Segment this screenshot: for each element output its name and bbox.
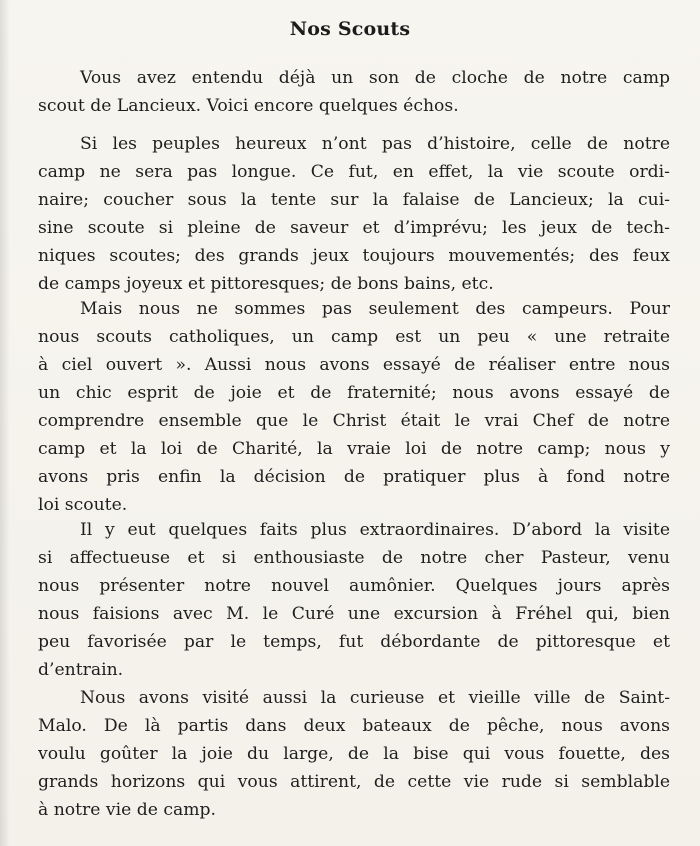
paragraph-line: à ciel ouvert ». Aussi nous avons essayé de réaliser entre nous: [38, 355, 670, 375]
paragraph-line: un chic esprit de joie et de fraternité; nous avons essayé de: [38, 383, 670, 403]
paragraph-line: nous scouts catholiques, un camp est un peu « une retraite: [38, 327, 670, 347]
paragraph-line: peu favorisée par le temps, fut débordante de pittoresque et: [38, 632, 670, 652]
paragraph-line: comprendre ensemble que le Christ était le vrai Chef de notre: [38, 411, 670, 431]
page-title: Nos Scouts: [289, 18, 411, 40]
paragraph-line: loi scoute.: [38, 495, 128, 515]
paragraph-line: nous présenter notre nouvel aumônier. Quelques jours après: [38, 576, 670, 596]
paragraph-4: [38, 516, 670, 684]
paragraph-line: de camps joyeux et pittoresques; de bons bains, etc.: [38, 274, 494, 294]
paragraph-line: sine scoute si pleine de saveur et d’imprévu; les jeux de tech-: [38, 218, 670, 238]
paragraph-line: scout de Lancieux. Voici encore quelques échos.: [38, 96, 459, 116]
paragraph-line: voulu goûter la joie du large, de la bise qui vous fouette, des: [38, 744, 670, 764]
paragraph-line: naire; coucher sous la tente sur la falaise de Lancieux; la cui-: [38, 190, 670, 210]
paragraph-line: nous faisions avec M. le Curé une excursion à Fréhel qui, bien: [38, 604, 670, 624]
paragraph-line: Il y eut quelques faits plus extraordinaires. D’abord la visite: [80, 520, 670, 540]
paragraph-line: d’entrain.: [38, 660, 124, 680]
paragraph-5: [38, 684, 670, 824]
paragraph-1: [38, 64, 670, 120]
paragraph-line: Vous avez entendu déjà un son de cloche de notre camp: [80, 68, 670, 88]
paragraph-line: Malo. De là partis dans deux bateaux de pêche, nous avons: [38, 716, 670, 736]
paragraph-line: camp ne sera pas longue. Ce fut, en effet, la vie scoute ordi-: [38, 162, 670, 182]
page-edge-shadow: [0, 0, 10, 846]
paragraph-line: Mais nous ne sommes pas seulement des campeurs. Pour: [80, 299, 670, 319]
paragraph-line: Nous avons visité aussi la curieuse et vieille ville de Saint-: [80, 688, 670, 708]
paragraph-3: [38, 295, 670, 519]
paragraph-line: à notre vie de camp.: [38, 800, 217, 820]
paragraph-line: Si les peuples heureux n’ont pas d’histoire, celle de notre: [80, 134, 670, 154]
paragraph-line: camp et la loi de Charité, la vraie loi de notre camp; nous y: [38, 439, 670, 459]
paragraph-line: grands horizons qui vous attirent, de cette vie rude si semblable: [38, 772, 670, 792]
paragraph-line: avons pris enfin la décision de pratiquer plus à fond notre: [38, 467, 670, 487]
paragraph-2: [38, 130, 670, 298]
paragraph-line: si affectueuse et si enthousiaste de notre cher Pasteur, venu: [38, 548, 670, 568]
paragraph-line: niques scoutes; des grands jeux toujours mouvementés; des feux: [38, 246, 670, 266]
